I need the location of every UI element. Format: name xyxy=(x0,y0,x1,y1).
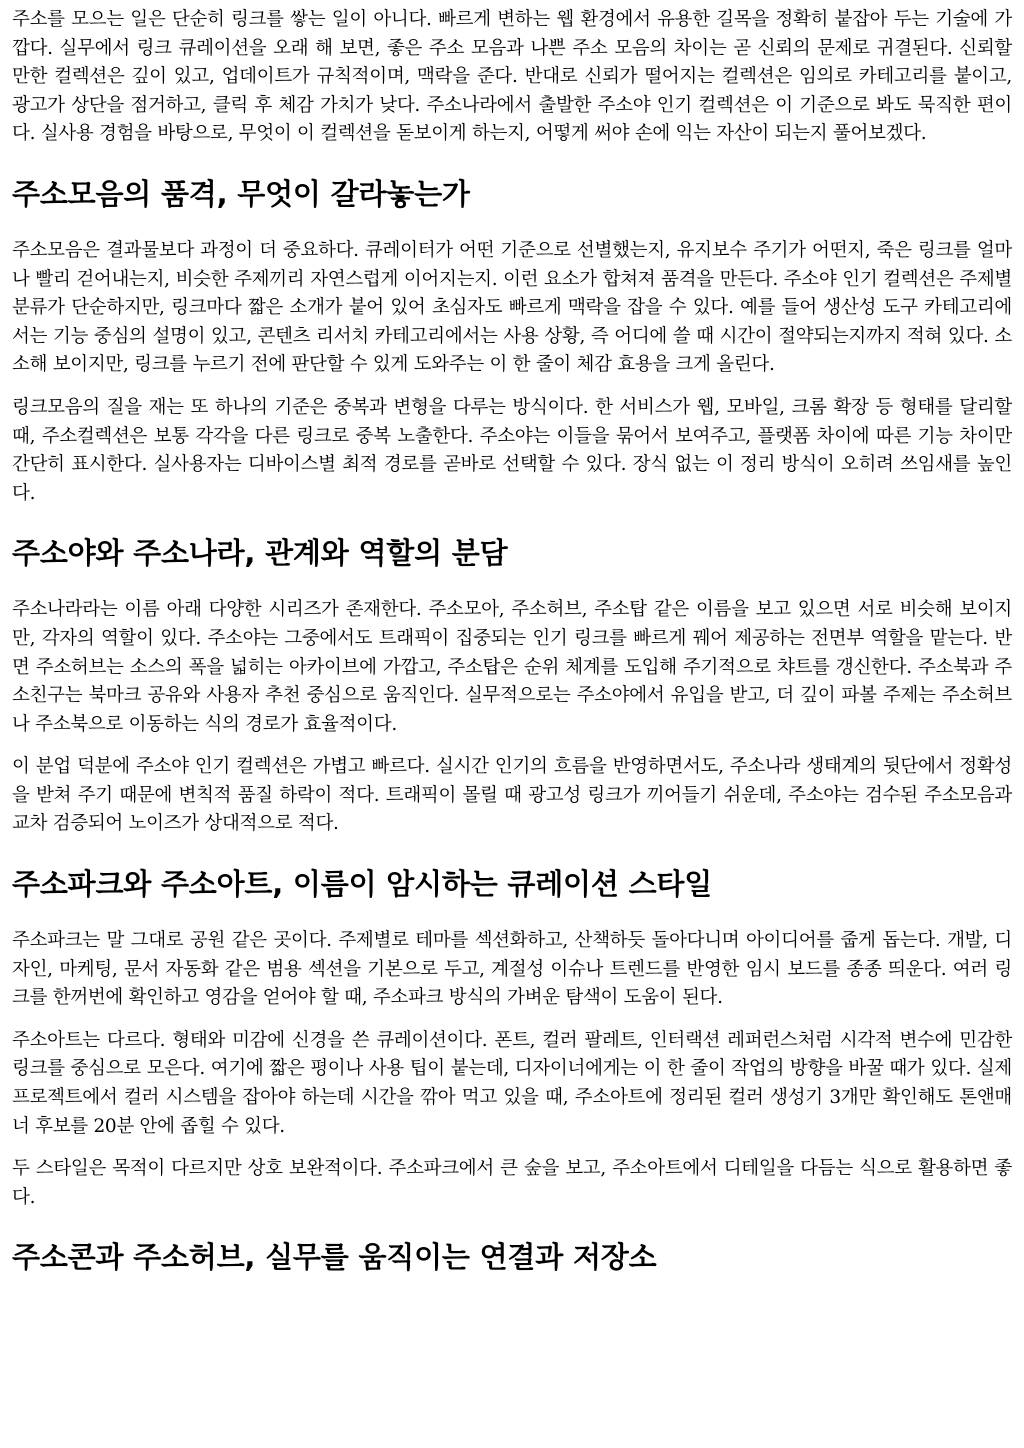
section-heading-quality: 주소모음의 품격, 무엇이 갈라놓는가 xyxy=(12,176,470,211)
paragraph-curation-style-2: 주소아트는 다르다. 형태와 미감에 신경을 쓴 큐레이션이다. 폰트, 컬러 팔레트, 인터랙션 레퍼런스처럼 시각적 변수에 민감한 링크를 중심으로 모은다. 여기에 짧은 평이나 사용 팁이 붙는데, 디자이너에게는 이 한 줄이 작업의 방향을 바꿀 때가 있다. 실제 프로젝트에서 컬러 시스템을 잡아야 하는데 시간을 깎아 먹고 있을 때, 주소아트에 정리된 컬러 생성기 3개만 확인해도 톤앤매너 후보를 20분 안에 좁힐 수 있다. xyxy=(12,1029,1012,1137)
paragraph-quality-1: 주소모음은 결과물보다 과정이 더 중요하다. 큐레이터가 어떤 기준으로 선별했는지, 유지보수 주기가 어떤지, 죽은 링크를 얼마나 빨리 걷어내는지, 비슷한 주제끼리 자연스럽게 이어지는지. 이런 요소가 합쳐져 품격을 만든다. 주소야 인기 컬렉션은 주제별 분류가 단순하지만, 링크마다 짧은 소개가 붙어 있어 초심자도 빠르게 맥락을 잡을 수 있다. 예를 들어 생산성 도구 카테고리에서는 기능 중심의 설명이 있고, 콘텐츠 리서치 카테고리에서는 사용 상황, 즉 어디에 쓸 때 시간이 절약되는지까지 적혀 있다. 소소해 보이지만, 링크를 누르기 전에 판단할 수 있게 도와주는 이 한 줄이 체감 효용을 크게 올린다. xyxy=(12,239,1012,376)
paragraph-relationship-2: 이 분업 덕분에 주소야 인기 컬렉션은 가볍고 빠르다. 실시간 인기의 흐름을 반영하면서도, 주소나라 생태계의 뒷단에서 정확성을 받쳐 주기 때문에 변칙적 품질 하락이 적다. 트래픽이 몰릴 때 광고성 링크가 끼어들기 쉬운데, 주소야는 검수된 주소모음과 교차 검증되어 노이즈가 상대적으로 적다. xyxy=(12,756,1012,835)
paragraph-relationship-1: 주소나라라는 이름 아래 다양한 시리즈가 존재한다. 주소모아, 주소허브, 주소탑 같은 이름을 보고 있으면 서로 비슷해 보이지만, 각자의 역할이 있다. 주소야는 그중에서도 트래픽이 집중되는 인기 링크를 빠르게 꿰어 제공하는 전면부 역할을 맡는다. 반면 주소허브는 소스의 폭을 넓히는 아카이브에 가깝고, 주소탑은 순위 체계를 도입해 주기적으로 챠트를 갱신한다. 주소북과 주소친구는 북마크 공유와 사용자 추천 중심으로 움직인다. 실무적으로는 주소야에서 유입을 받고, 더 깊이 파볼 주제는 주소허브나 주소북으로 이동하는 식의 경로가 효율적이다. xyxy=(12,599,1012,735)
intro-paragraph: 주소를 모으는 일은 단순히 링크를 쌓는 일이 아니다. 빠르게 변하는 웹 환경에서 유용한 길목을 정확히 붙잡아 두는 기술에 가깝다. 실무에서 링크 큐레이션을 오래 해 보면, 좋은 주소 모음과 나쁜 주소 모음의 차이는 곧 신뢰의 문제로 귀결된다. 신뢰할 만한 컬렉션은 깊이 있고, 업데이트가 규칙적이며, 맥락을 준다. 반대로 신뢰가 떨어지는 컬렉션은 임의로 카테고리를 붙이고, 광고가 상단을 점거하고, 클릭 후 체감 가치가 낮다. 주소나라에서 출발한 주소야 인기 컬렉션은 이 기준으로 봐도 묵직한 편이다. 실사용 경험을 바탕으로, 무엇이 이 컬렉션을 돋보이게 하는지, 어떻게 써야 손에 익는 자산이 되는지 풀어보겠다. xyxy=(12,9,1012,145)
section-heading-curation-style: 주소파크와 주소아트, 이름이 암시하는 큐레이션 스타일 xyxy=(12,867,713,902)
section-heading-relationship: 주소야와 주소나라, 관계와 역할의 분담 xyxy=(12,536,508,571)
paragraph-curation-style-3: 두 스타일은 목적이 다르지만 상호 보완적이다. 주소파크에서 큰 숲을 보고, 주소아트에서 디테일을 다듬는 식으로 활용하면 좋다. xyxy=(12,1158,1012,1208)
paragraph-quality-2: 링크모음의 질을 재는 또 하나의 기준은 중복과 변형을 다루는 방식이다. 한 서비스가 웹, 모바일, 크롬 확장 등 형태를 달리할 때, 주소컬렉션은 보통 각각을 다른 링크로 중복 노출한다. 주소야는 이들을 묶어서 보여주고, 플랫폼 차이에 따른 기능 차이만 간단히 표시한다. 실사용자는 디바이스별 최적 경로를 곧바로 선택할 수 있다. 장식 없는 이 정리 방식이 오히려 쓰임새를 높인다. xyxy=(12,396,1012,504)
section-heading-connection-storage: 주소콘과 주소허브, 실무를 움직이는 연결과 저장소 xyxy=(12,1240,657,1275)
paragraph-curation-style-1: 주소파크는 말 그대로 공원 같은 곳이다. 주제별로 테마를 섹션화하고, 산책하듯 돌아다니며 아이디어를 줍게 돕는다. 개발, 디자인, 마케팅, 문서 자동화 같은 범용 섹션을 기본으로 두고, 계절성 이슈나 트렌드를 반영한 임시 보드를 종종 띄운다. 여러 링크를 한꺼번에 확인하고 영감을 얻어야 할 때, 주소파크 방식의 가벼운 탐색이 도움이 된다. xyxy=(12,930,1012,1009)
